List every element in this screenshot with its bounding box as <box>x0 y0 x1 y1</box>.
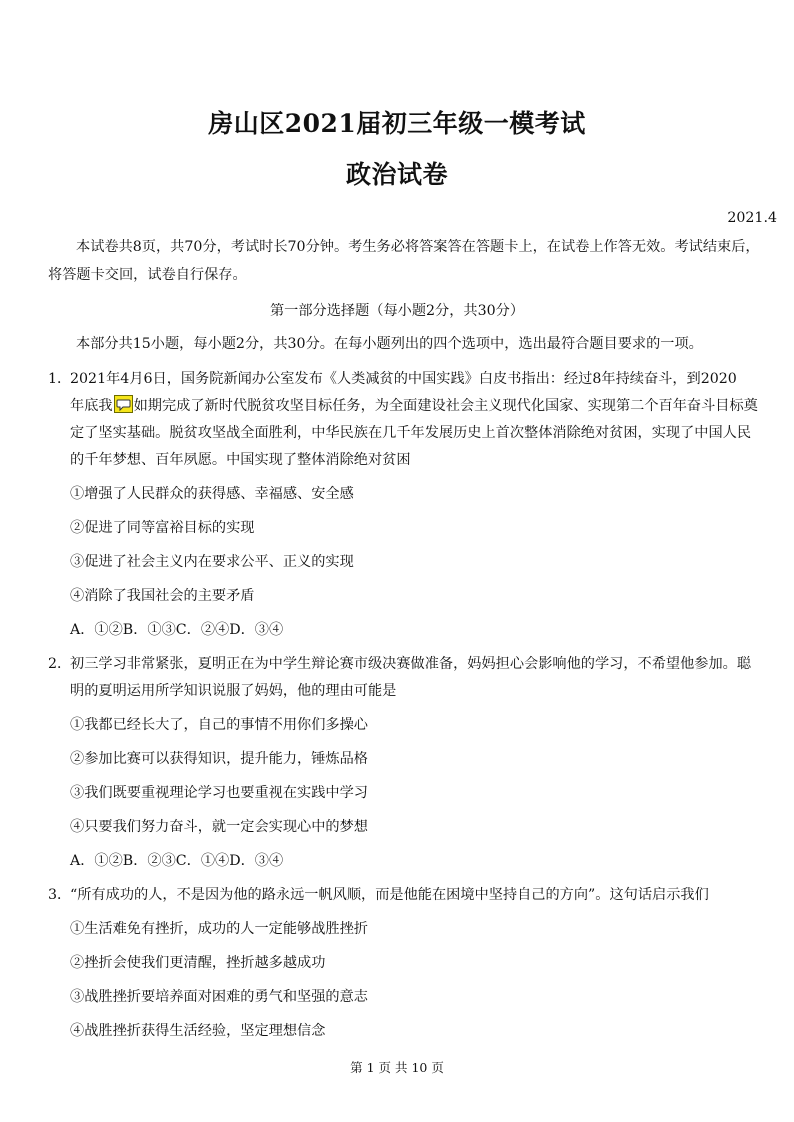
question-1-stem-line-4: 的千年梦想、百年夙愿。中国实现了整体消除绝对贫困 <box>70 452 411 468</box>
comment-icon[interactable] <box>114 395 133 413</box>
exam-date: 2021.4 <box>727 210 777 226</box>
instructions-line-1: 本试卷共8页，共70分，考试时长70分钟。考生务必将答案答在答题卡上，在试卷上作答无效。考试结束后， <box>76 239 760 255</box>
part1-intro: 本部分共15小题，每小题2分，共30分。在每小题列出的四个选项中，选出最符合题目要求的一项。 <box>76 336 703 352</box>
question-2-option-3: ③我们既要重视理论学习也要重视在实践中学习 <box>70 785 368 801</box>
question-2-number: 2． <box>48 656 72 672</box>
question-1-choices: A．①②B．①③C．②④D．③④ <box>70 622 284 638</box>
question-2-option-4: ④只要我们努力奋斗，就一定会实现心中的梦想 <box>70 819 368 835</box>
exam-subtitle: 政治试卷 <box>345 160 448 189</box>
question-3-option-4: ④战胜挫折获得生活经验，坚定理想信念 <box>70 1023 326 1039</box>
question-3-number: 3． <box>48 887 72 903</box>
question-1-option-3: ③促进了社会主义内在要求公平、正义的实现 <box>70 554 354 570</box>
page-footer: 第 1 页 共 10 页 <box>350 1060 444 1075</box>
question-3-option-2: ②挫折会使我们更清醒，挫折越多越成功 <box>70 955 326 971</box>
question-1-option-1: ①增强了人民群众的获得感、幸福感、安全感 <box>70 486 354 502</box>
question-2-option-1: ①我都已经长大了，自己的事情不用你们多操心 <box>70 717 368 733</box>
question-1-stem-line-2b: 如期完成了新时代脱贫攻坚目标任务，为全面建设社会主义现代化国家、实现第二个百年奋斗目标奠 <box>133 398 758 414</box>
question-1-stem-line-2a: 年底我 <box>70 398 113 414</box>
question-2-stem-line-1: 初三学习非常紧张，夏明正在为中学生辩论赛市级决赛做准备，妈妈担心会影响他的学习，不希望他参加。聪 <box>70 656 752 672</box>
question-1-stem-line-3: 定了坚实基础。脱贫攻坚战全面胜利，中华民族在几千年发展历史上首次整体消除绝对贫困，实现了中国人民 <box>70 425 752 441</box>
question-1-option-4: ④消除了我国社会的主要矛盾 <box>70 588 255 604</box>
question-2-stem-line-2: 明的夏明运用所学知识说服了妈妈，他的理由可能是 <box>70 683 397 699</box>
question-3-option-1: ①生活难免有挫折，成功的人一定能够战胜挫折 <box>70 921 368 937</box>
exam-title: 房山区2021届初三年级一模考试 <box>208 109 586 138</box>
question-3-option-3: ③战胜挫折要培养面对困难的勇气和坚强的意志 <box>70 989 368 1005</box>
question-3-stem-line-1: “所有成功的人，不是因为他的路永远一帆风顺，而是他能在困境中坚持自己的方向”。这句话启示我们 <box>70 887 709 903</box>
question-1-option-2: ②促进了同等富裕目标的实现 <box>70 520 255 536</box>
question-1-stem-line-2 <box>70 392 758 420</box>
question-1-stem-line-1: 2021年4月6日，国务院新闻办公室发布《人类减贫的中国实践》白皮书指出：经过8年持续奋斗，到2020 <box>70 371 737 387</box>
question-2-choices: A．①②B．②③C．①④D．③④ <box>70 853 284 869</box>
question-1-number: 1． <box>48 371 72 387</box>
part1-heading: 第一部分选择题（每小题2分，共30分） <box>269 303 525 319</box>
question-2-option-2: ②参加比赛可以获得知识，提升能力，锤炼品格 <box>70 751 368 767</box>
instructions-line-2: 将答题卡交回，试卷自行保存。 <box>48 267 247 283</box>
